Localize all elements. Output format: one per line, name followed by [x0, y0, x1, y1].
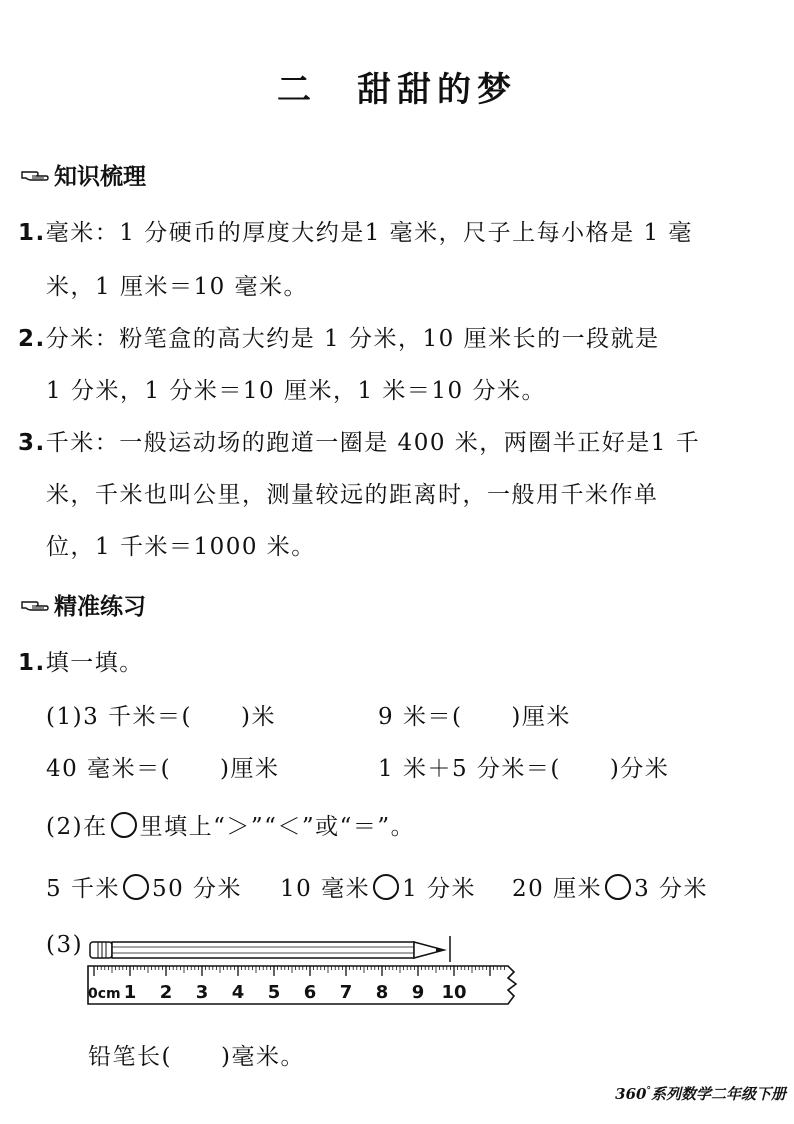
pencil-length-question: 铅笔长( )毫米。	[88, 1044, 305, 1070]
fill-blank-1c: 40 毫米＝( )厘米	[46, 756, 280, 782]
item-number: 1.	[18, 220, 46, 246]
knowledge-item	[18, 214, 693, 247]
compare-instructions	[46, 808, 415, 841]
pointing-hand-icon	[20, 166, 50, 184]
compare-circle[interactable]	[123, 874, 149, 900]
ruler-label: 9	[411, 982, 425, 1003]
item-text: 分米：粉笔盒的高大约是 1 分米，10 厘米长的一段就是	[45, 326, 660, 352]
compare-circle[interactable]	[373, 874, 399, 900]
knowledge-item	[18, 424, 700, 457]
instruction-post: 里填上“＞”“＜”或“＝”。	[139, 814, 416, 840]
section-title: 精准练习	[54, 594, 146, 620]
compare-left: 20 厘米	[512, 876, 603, 902]
compare-right: 3 分米	[634, 876, 709, 902]
ruler-label: 10	[441, 982, 467, 1003]
part3-label: (3)	[46, 932, 84, 958]
compare-circle[interactable]	[605, 874, 631, 900]
question-number: 1.	[18, 650, 46, 676]
ruler-label: 6	[303, 982, 317, 1003]
footer-prefix: 360	[615, 1085, 647, 1103]
circle-icon	[111, 812, 137, 838]
item-text: 1 分米，1 分米＝10 厘米，1 米＝10 分米。	[46, 378, 546, 404]
item-text: 千米：一般运动场的跑道一圈是 400 米，两圈半正好是1 千	[45, 430, 701, 456]
section-knowledge	[20, 158, 146, 191]
fill-blank-1a: (1)3 千米＝( )米	[46, 704, 276, 730]
pencil-icon	[90, 936, 450, 962]
ruler-label: 0cm	[88, 986, 121, 1002]
item-text: 位，1 千米＝1000 米。	[46, 534, 316, 560]
item-text: 米，1 厘米＝10 毫米。	[46, 274, 309, 300]
page-title: 二 甜甜的梦	[277, 70, 517, 110]
question-1	[18, 644, 144, 677]
compare-left: 10 毫米	[280, 876, 371, 902]
footer-degree: °	[646, 1086, 651, 1096]
pencil-ruler-illustration	[84, 932, 524, 1012]
ruler-label: 4	[231, 982, 245, 1003]
item-number: 2.	[18, 326, 46, 352]
item-number: 3.	[18, 430, 46, 456]
ruler-label: 3	[195, 982, 209, 1003]
compare-item	[512, 870, 708, 903]
footer	[615, 1083, 786, 1104]
compare-item	[46, 870, 242, 903]
ruler-label: 8	[375, 982, 389, 1003]
ruler-label: 7	[339, 982, 353, 1003]
compare-right: 50 分米	[151, 876, 243, 902]
fill-blank-1b: 9 米＝( )厘米	[378, 704, 571, 730]
instruction-pre: (2)在	[46, 814, 108, 840]
ruler-label: 5	[267, 982, 281, 1003]
fill-blank-1d: 1 米＋5 分米＝( )分米	[378, 756, 670, 782]
pointing-hand-icon	[20, 596, 50, 614]
section-title: 知识梳理	[54, 164, 146, 190]
compare-left: 5 千米	[46, 876, 120, 902]
question-label: 填一填。	[45, 650, 144, 676]
knowledge-item	[18, 320, 660, 353]
item-text: 米，千米也叫公里，测量较远的距离时，一般用千米作单	[46, 482, 659, 508]
item-text: 毫米：1 分硬币的厚度大约是1 毫米，尺子上每小格是 1 毫	[45, 220, 693, 246]
ruler-label: 1	[123, 982, 137, 1003]
section-practice	[20, 588, 146, 621]
ruler-label: 2	[159, 982, 173, 1003]
compare-right: 1 分米	[402, 876, 477, 902]
compare-item	[280, 870, 476, 903]
footer-series: 系列数学二年级下册	[650, 1085, 786, 1103]
